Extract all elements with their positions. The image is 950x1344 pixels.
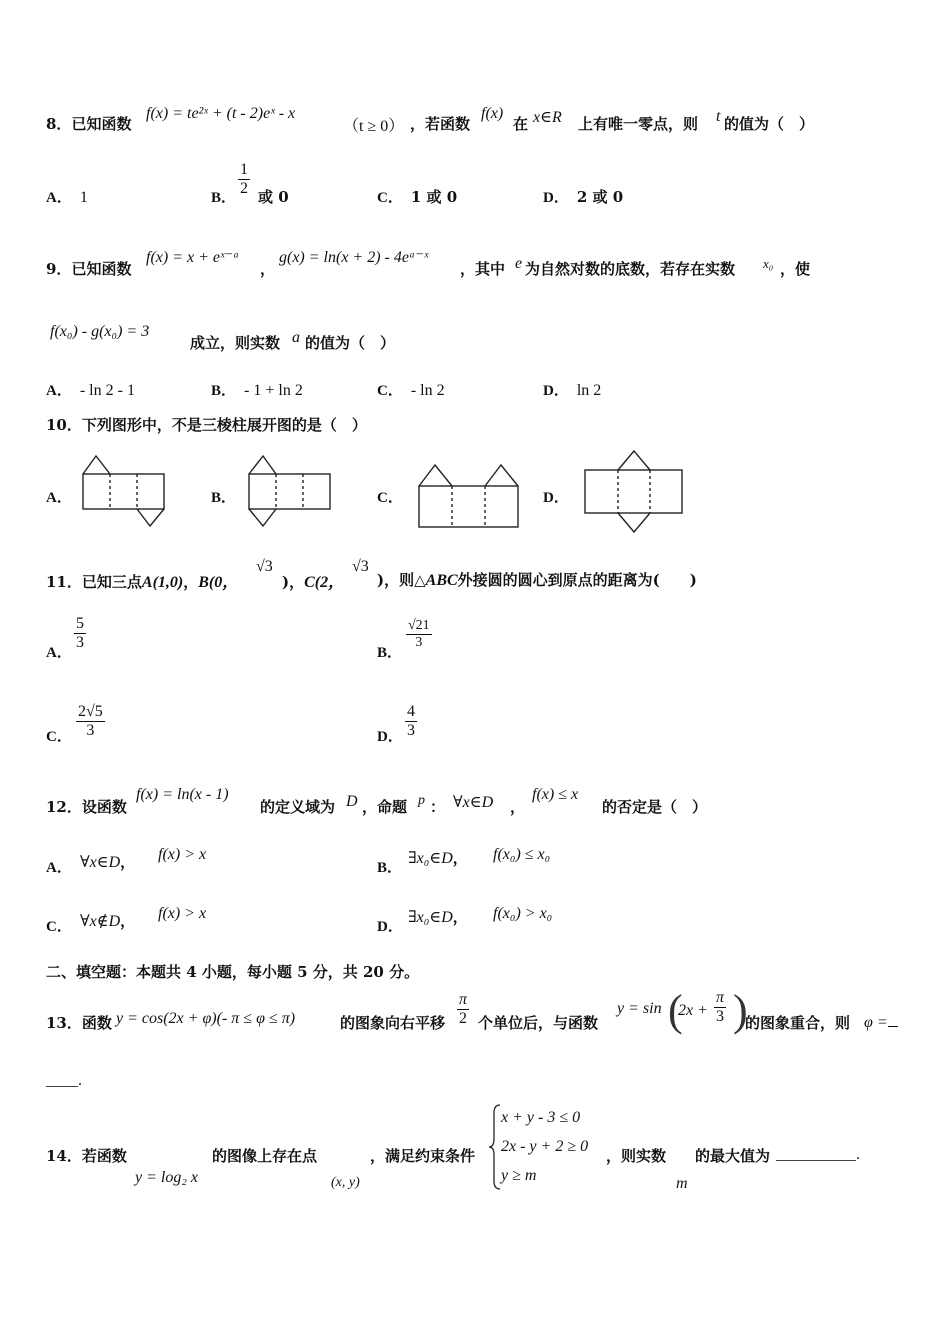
q14-stem: 14．若函数 [46, 1147, 127, 1165]
q9-option-b[interactable]: B． - 1 + ln 2 [211, 382, 303, 399]
q8-option-c[interactable]: C． 1 或 0 [377, 188, 458, 206]
q13-shift-fraction: $\frac{\pi}{2}$ [459, 991, 468, 1027]
q8-stem: 8．已知函数 [46, 115, 132, 133]
q8-option-d[interactable]: D． 2 或 0 [543, 188, 624, 206]
constraint-brace [488, 1103, 502, 1191]
q10-option-a[interactable]: A． [46, 490, 72, 506]
q10-stem: 10．下列图形中，不是三棱柱展开图的是（ ） [46, 416, 367, 434]
q10-option-c[interactable]: C． [377, 490, 403, 506]
q12-number: 12． [46, 798, 82, 816]
q13-number: 13． [46, 1014, 82, 1032]
q12-option-d[interactable]: D． [377, 919, 403, 935]
q10-number: 10． [46, 416, 82, 434]
q12-option-b[interactable]: B． [377, 860, 403, 876]
q10-net-a [80, 453, 170, 529]
q11-stem: 11．已知三点A(1,0)，B(0， [46, 573, 239, 591]
q11-option-d[interactable]: D． [377, 729, 403, 745]
q13-stem: 13．函数 [46, 1014, 112, 1032]
q9-number: 9． [46, 260, 72, 278]
q8-option-a[interactable]: A． 1 [46, 189, 88, 206]
q10-net-c [415, 461, 525, 533]
q12-option-c[interactable]: C． [46, 919, 72, 935]
q9-option-a[interactable]: A． - ln 2 - 1 [46, 382, 135, 399]
q10-option-b[interactable]: B． [211, 490, 237, 506]
q8-option-b-fraction: $\frac{1}{2}$ [240, 161, 248, 197]
q8-option-b[interactable]: B． [211, 190, 237, 206]
q9-option-d[interactable]: D． ln 2 [543, 382, 602, 399]
q11-option-b[interactable]: B． [377, 645, 403, 661]
q10-net-d [582, 448, 688, 536]
q8-formula: f(x) = te²ˣ + (t - 2)eˣ - x [146, 105, 296, 122]
q11-number: 11． [46, 573, 82, 591]
q11-option-a[interactable]: A． [46, 645, 72, 661]
q8-number: 8． [46, 115, 72, 133]
q10-option-d[interactable]: D． [543, 490, 569, 506]
q9-option-c[interactable]: C． - ln 2 [377, 382, 445, 399]
q14-answer-blank[interactable]: __________. [776, 1146, 860, 1163]
q14-number: 14． [46, 1147, 82, 1165]
q10-net-b [245, 453, 335, 529]
section-heading-fill-in: 二、填空题：本题共 4 小题，每小题 5 分，共 20 分。 [46, 963, 420, 981]
q11-option-c[interactable]: C． [46, 729, 72, 745]
q13-answer-blank[interactable]: ____. [46, 1072, 82, 1089]
q12-stem: 12．设函数 [46, 798, 127, 816]
q9-stem: 9．已知函数 [46, 260, 132, 278]
q12-option-a[interactable]: A． [46, 860, 72, 876]
